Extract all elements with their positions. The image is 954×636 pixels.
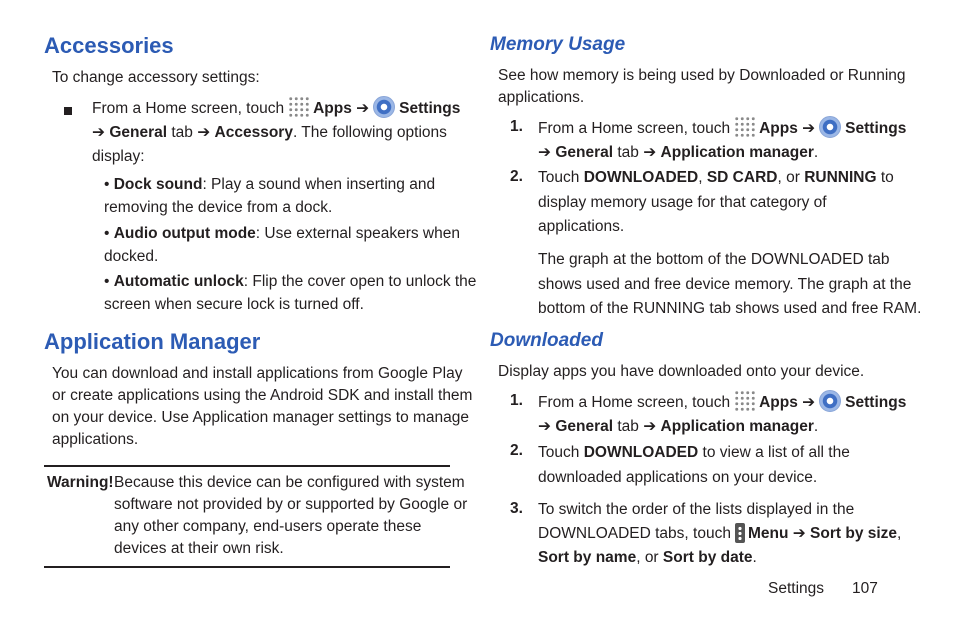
apps-icon <box>734 116 756 138</box>
downloaded-step-1-number: 1. <box>510 392 523 409</box>
downloaded-step-2: Touch DOWNLOADED to view a list of all the downloaded applications on your device. <box>538 444 850 486</box>
footer-section-name: Settings <box>768 580 825 597</box>
downloaded-heading: Downloaded <box>490 330 603 351</box>
apps-icon <box>288 96 310 118</box>
footer-page-number: 107 <box>852 580 878 597</box>
downloaded-step-1: From a Home screen, touch Apps ➔ Settings ➔ General tab ➔ Application manager. <box>538 390 918 439</box>
apps-icon <box>734 390 756 412</box>
warning-label: Warning! <box>47 474 114 491</box>
accessories-step: From a Home screen, touch Apps ➔ Settings ➔ General tab ➔ Accessory. The following options display: <box>92 96 462 169</box>
warning-top-divider <box>44 465 450 467</box>
memory-usage-intro: See how memory is being used by Downloaded or Running applications. <box>498 67 906 106</box>
option-dock-sound: • Dock sound: Play a sound when inserting and removing the device from a dock. <box>104 176 436 216</box>
square-bullet-icon <box>64 102 72 120</box>
option-audio-output-mode: • Audio output mode: Use external speakers when docked. <box>104 225 460 265</box>
warning-bottom-divider <box>44 566 450 568</box>
settings-gear-icon <box>819 390 841 412</box>
accessories-intro: To change accessory settings: <box>52 69 260 86</box>
memory-step-1: From a Home screen, touch Apps ➔ Settings ➔ General tab ➔ Application manager. <box>538 116 918 165</box>
option-automatic-unlock: • Automatic unlock: Flip the cover open to unlock the screen when secure lock is turned off. <box>104 273 477 313</box>
settings-gear-icon <box>373 96 395 118</box>
menu-icon <box>735 523 745 543</box>
application-manager-body: You can download and install applications from Google Play or create applications using the Android SDK and install them on your device. Use Application manager settings to manage applications. <box>52 365 473 448</box>
downloaded-step-2-number: 2. <box>510 442 523 459</box>
downloaded-step-3-number: 3. <box>510 500 523 517</box>
memory-step-2: Touch DOWNLOADED, SD CARD, or RUNNING to display memory usage for that category of applications. <box>538 169 894 235</box>
warning-body: Because this device can be configured with system software not provided by or supported by Google or any other company, end-users operate these devices at their own risk. <box>114 474 468 557</box>
memory-step-2-number: 2. <box>510 168 523 185</box>
memory-usage-heading: Memory Usage <box>490 34 626 55</box>
memory-graph-note: The graph at the bottom of the DOWNLOADED tab shows used and free device memory. The graph at the bottom of the RUNNING tab shows used and free RAM. <box>538 251 922 317</box>
downloaded-intro: Display apps you have downloaded onto your device. <box>498 363 865 380</box>
downloaded-step-3: To switch the order of the lists displayed in the DOWNLOADED tabs, touch Menu ➔ Sort by size, Sort by name, or Sort by date. <box>538 501 902 566</box>
memory-step-1-number: 1. <box>510 118 523 135</box>
settings-gear-icon <box>819 116 841 138</box>
accessories-heading: Accessories <box>44 33 174 58</box>
application-manager-heading: Application Manager <box>44 329 261 354</box>
